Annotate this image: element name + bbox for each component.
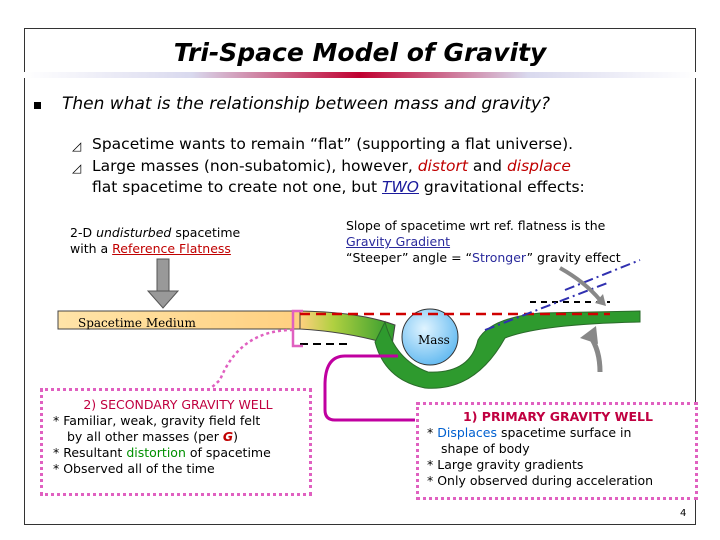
page-number: 4 bbox=[680, 508, 687, 519]
word-stronger: Stronger bbox=[472, 250, 527, 265]
primary-well-item: shape of body bbox=[441, 441, 530, 456]
right-caption-line1: Slope of spacetime wrt ref. flatness is the bbox=[346, 218, 606, 233]
curved-arrow-lower-head-icon bbox=[580, 326, 598, 344]
primary-well-title: 1) PRIMARY GRAVITY WELL bbox=[463, 409, 653, 424]
spacetime-medium-label: Spacetime Medium bbox=[78, 316, 196, 330]
item-text: of spacetime bbox=[185, 445, 271, 460]
caption-text: 2-D bbox=[70, 225, 97, 240]
caption-text: “Steeper” angle = “ bbox=[346, 250, 473, 265]
word-displace: displace bbox=[506, 157, 571, 175]
word-displaces: Displaces bbox=[437, 425, 497, 440]
word-distortion: distortion bbox=[126, 445, 186, 460]
subpoint-1: Spacetime wants to remain “flat” (supporting a flat universe). bbox=[92, 135, 574, 153]
item-text: * Resultant bbox=[53, 445, 127, 460]
gravity-gradient-link: Gravity Gradient bbox=[346, 234, 451, 249]
item-text: ) bbox=[233, 429, 238, 444]
reference-flatness-link: Reference Flatness bbox=[112, 241, 231, 256]
item-text: * bbox=[427, 425, 438, 440]
word-distort: distort bbox=[417, 157, 468, 175]
subpoint-2-and: and bbox=[467, 157, 507, 175]
checkbox-bullet-icon: ◿ bbox=[72, 161, 82, 175]
main-question: Then what is the relationship between mass and gravity? bbox=[62, 94, 551, 114]
caption-text: spacetime bbox=[171, 225, 241, 240]
secondary-well-item: * Familiar, weak, gravity field felt bbox=[53, 413, 261, 428]
primary-well-item bbox=[427, 425, 689, 441]
subpoint-3-end: gravitational effects: bbox=[418, 178, 585, 196]
secondary-well-title: 2) SECONDARY GRAVITY WELL bbox=[83, 397, 273, 412]
caption-italic: undisturbed bbox=[96, 225, 172, 240]
down-arrow-icon bbox=[148, 291, 178, 308]
secondary-well-item: * Observed all of the time bbox=[53, 461, 215, 476]
checkbox-bullet-icon: ◿ bbox=[72, 139, 82, 153]
subpoint-2-text: Large masses (non-subatomic), however, bbox=[92, 157, 418, 175]
symbol-g: G bbox=[222, 429, 234, 444]
primary-well-item: * Only observed during acceleration bbox=[427, 473, 654, 488]
item-text: spacetime surface in bbox=[497, 425, 632, 440]
secondary-well-box bbox=[40, 388, 312, 496]
word-two: TWO bbox=[381, 178, 419, 196]
slide-title: Tri-Space Model of Gravity bbox=[173, 38, 547, 67]
caption-text: with a bbox=[70, 241, 113, 256]
down-arrow-shaft bbox=[157, 259, 169, 291]
subpoint-3-text: flat spacetime to create not one, but bbox=[92, 178, 382, 196]
secondary-well-item bbox=[53, 429, 303, 445]
primary-well-item: * Large gravity gradients bbox=[427, 457, 584, 472]
curved-arrow-upper bbox=[560, 268, 600, 300]
caption-text: ” gravity effect bbox=[526, 250, 621, 265]
secondary-well-item bbox=[53, 445, 303, 461]
item-text: by all other masses (per bbox=[67, 429, 223, 444]
mass-label: Mass bbox=[418, 333, 450, 347]
primary-well-box bbox=[416, 402, 698, 500]
